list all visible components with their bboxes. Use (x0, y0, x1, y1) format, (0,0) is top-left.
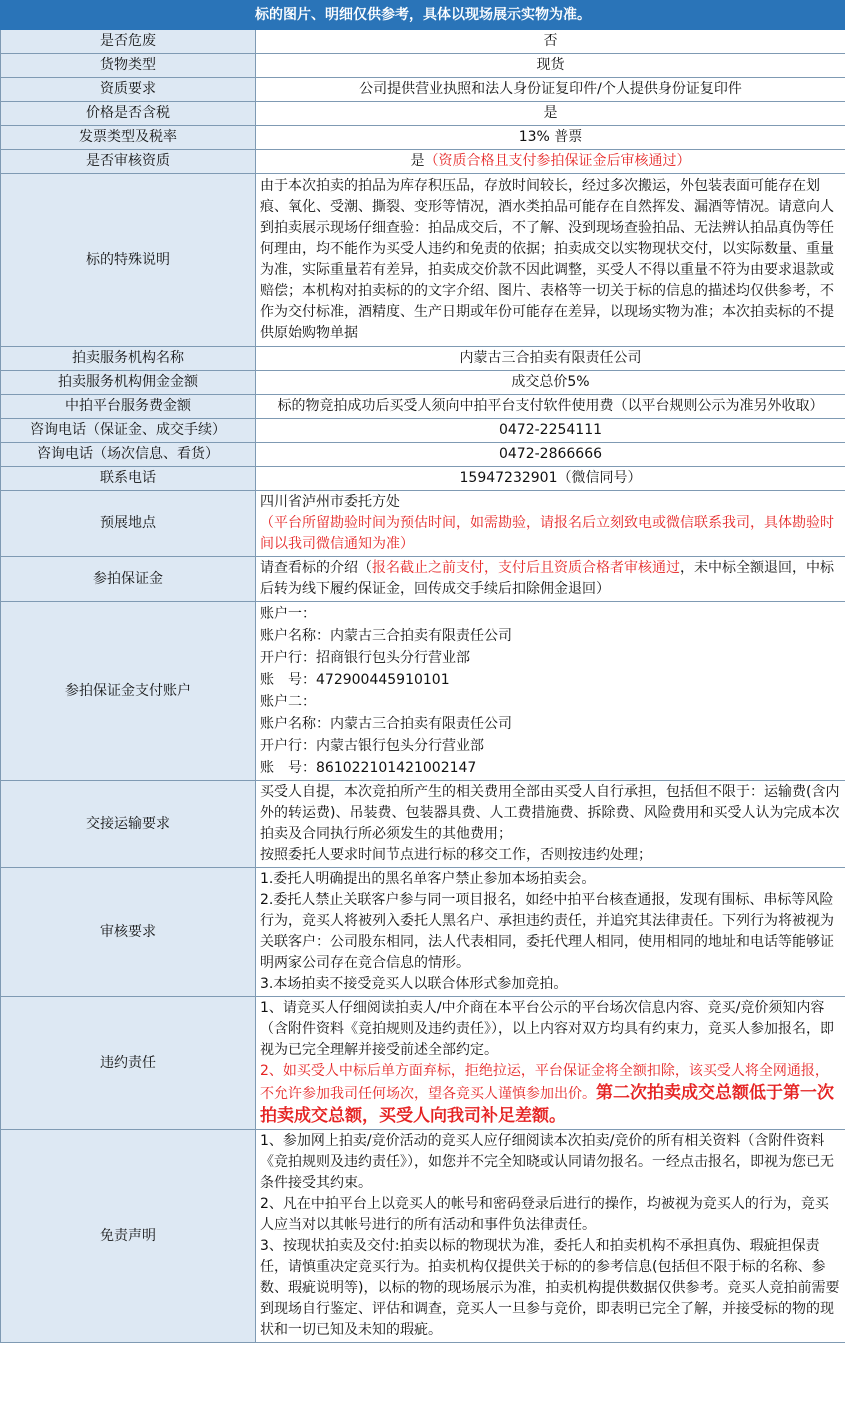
row-exhibition (1, 491, 845, 557)
row-tax-included (1, 102, 845, 126)
account-line: 账户二： (260, 694, 316, 710)
row-qualification (1, 78, 845, 102)
header-row (1, 1, 845, 30)
audit-line: 1.委托人明确提出的黑名单客户禁止参加本场拍卖会。 (260, 871, 596, 887)
value-breach (256, 997, 845, 1130)
value-accounts (256, 602, 845, 781)
row-contact (1, 467, 845, 491)
label-special: 标的特殊说明 (1, 174, 256, 347)
label-deposit: 参拍保证金 (1, 557, 256, 602)
row-disclaimer (1, 1130, 845, 1343)
table-header: 标的图片、明细仅供参考，具体以现场展示实物为准。 (1, 1, 845, 30)
breach-line-1: 1、请竞买人仔细阅读拍卖人/中介商在本平台公示的平台场次信息内容、竞买/竞价须知内容（含附件资料《竞拍规则及违约责任》），以上内容对双方均具有约束力，竞买人参加报名，即视为已完全理解并接受前述全部约定。 (260, 1000, 834, 1058)
value-agency-name: 内蒙古三合拍卖有限责任公司 (256, 347, 845, 371)
row-hazard (1, 30, 845, 54)
deposit-prefix: 请查看标的介绍（ (260, 560, 372, 576)
account-line: 开户行：招商银行包头分行营业部 (260, 650, 470, 666)
review-value-text: 是 (410, 153, 425, 169)
value-disclaimer (256, 1130, 845, 1343)
row-transport (1, 781, 845, 868)
label-qualification: 资质要求 (1, 78, 256, 102)
row-accounts (1, 602, 845, 781)
value-special: 由于本次拍卖的拍品为库存积压品，存放时间较长，经过多次搬运，外包装表面可能存在划痕、氧化、受潮、撕裂、变形等情况，酒水类拍品可能存在自然挥发、漏酒等情况。请意向人到拍卖展示现场仔细查验：拍品成交后，不了解、没到现场查验拍品、无法辨认拍品真伪等任何理由，均不能作为买受人违约和免责的依据；拍卖成交以实物现状交付，以实际数量、重量为准，实际重量若有差异，拍卖成交价款不因此调整，买受人不得以重量不符为由要求退款或赔偿；本机构对拍卖标的的文字介绍、图片、表格等一切关于标的信息的描述均仅供参考，不作为交付标准，酒精度、生产日期或年份可能存在差异，以现场实物为准；本次拍卖标的不提供原始购物单据 (256, 174, 845, 347)
deposit-red-text: 报名截止之前支付，支付后且资质合格者审核通过 (372, 560, 680, 576)
label-goods-type: 货物类型 (1, 54, 256, 78)
value-invoice: 13% 普票 (256, 126, 845, 150)
label-transport: 交接运输要求 (1, 781, 256, 868)
disclaimer-line: 2、凡在中拍平台上以竞买人的帐号和密码登录后进行的操作，均被视为竞买人的行为，竞买人应当对以其帐号进行的所有活动和事件负法律责任。 (260, 1196, 829, 1233)
value-exhibition (256, 491, 845, 557)
value-tax-included: 是 (256, 102, 845, 126)
breach-line-2-bold: 第二次拍卖成交总额低于第一次拍卖成交总额，买受人向我司补足差额。 (260, 1083, 834, 1126)
value-contact: 15947232901（微信同号） (256, 467, 845, 491)
row-phone-deposit (1, 419, 845, 443)
exhibition-location: 四川省泸州市委托方处 (260, 494, 400, 510)
value-hazard: 否 (256, 30, 845, 54)
label-audit: 审核要求 (1, 868, 256, 997)
breach-line-2: 2、如买受人中标后单方面弃标，拒绝拉运，平台保证金将全额扣除，该买受人将全网通报，不允许参加我司任何场次，望各竞买人谨慎参加出价。 (260, 1063, 829, 1102)
row-commission (1, 371, 845, 395)
account-line: 账户一： (260, 606, 316, 622)
label-contact: 联系电话 (1, 467, 256, 491)
label-invoice: 发票类型及税率 (1, 126, 256, 150)
label-accounts: 参拍保证金支付账户 (1, 602, 256, 781)
transport-line: 按照委托人要求时间节点进行标的移交工作，否则按违约处理； (260, 847, 652, 863)
row-goods-type (1, 54, 845, 78)
value-review (256, 150, 845, 174)
label-phone-deposit: 咨询电话（保证金、成交手续） (1, 419, 256, 443)
label-hazard: 是否危废 (1, 30, 256, 54)
row-deposit (1, 557, 845, 602)
value-goods-type: 现货 (256, 54, 845, 78)
value-platform-fee: 标的物竞拍成功后买受人须向中拍平台支付软件使用费（以平台规则公示为准另外收取） (256, 395, 845, 419)
label-disclaimer: 免责声明 (1, 1130, 256, 1343)
deposit-suffix: ，未中标全额退回，中标后转为线下履约保证金，回传成交手续后扣除佣金退回） (260, 560, 834, 597)
value-phone-deposit: 0472-2254111 (256, 419, 845, 443)
value-qualification: 公司提供营业执照和法人身份证复印件/个人提供身份证复印件 (256, 78, 845, 102)
disclaimer-line: 1、参加网上拍卖/竞价活动的竞买人应仔细阅读本次拍卖/竞价的所有相关资料（含附件资料《竞拍规则及违约责任》），如您并不完全知晓或认同请勿报名。一经点击报名，即视为您已无条件接受其约束。 (260, 1133, 834, 1191)
row-platform-fee (1, 395, 845, 419)
row-audit (1, 868, 845, 997)
label-agency-name: 拍卖服务机构名称 (1, 347, 256, 371)
label-review: 是否审核资质 (1, 150, 256, 174)
disclaimer-line: 3、按现状拍卖及交付:拍卖以标的物现状为准，委托人和拍卖机构不承担真伪、瑕疵担保责任，请慎重决定竞买行为。拍卖机构仅提供关于标的的参考信息(包括但不限于标的名称、参数、瑕疵说明等)，以标的物的现场展示为准，拍卖机构提供数据仅供参考。竞买人竞拍前需要到现场自行鉴定、评估和调查，竞买人一旦参与竞价，即表明已完全了解，并接受标的物的现状和一切已知及未知的瑕疵。 (260, 1238, 840, 1338)
value-phone-viewing: 0472-2866666 (256, 443, 845, 467)
account-line: 开户行：内蒙古银行包头分行营业部 (260, 738, 484, 754)
label-platform-fee: 中拍平台服务费金额 (1, 395, 256, 419)
label-breach: 违约责任 (1, 997, 256, 1130)
audit-line: 2.委托人禁止关联客户参与同一项目报名，如经中拍平台核查通报，发现有围标、串标等风险行为，竞买人将被列入委托人黑名户、承担违约责任，并追究其法律责任。下列行为将被视为关联客户：公司股东相同，法人代表相同，委托代理人相同，使用相同的地址和电话等能够证明两家公司存在竞合信息的情形。 (260, 892, 834, 971)
label-phone-viewing: 咨询电话（场次信息、看货） (1, 443, 256, 467)
row-review (1, 150, 845, 174)
row-invoice (1, 126, 845, 150)
value-commission: 成交总价5% (256, 371, 845, 395)
audit-line: 3.本场拍卖不接受竞买人以联合体形式参加竞拍。 (260, 976, 568, 992)
account-line: 账户名称：内蒙古三合拍卖有限责任公司 (260, 628, 512, 644)
row-breach (1, 997, 845, 1130)
transport-line: 买受人自提，本次竞拍所产生的相关费用全部由买受人自行承担，包括但不限于：运输费(含内外的转运费)、吊装费、包装器具费、人工费措施费、拆除费、风险费用和买受人认为完成本次拍卖及合同执行所必须发生的其他费用； (260, 784, 840, 842)
exhibition-note: （平台所留勘验时间为预估时间，如需勘验，请报名后立刻致电或微信联系我司，具体勘验时间以我司微信通知为准） (260, 515, 834, 552)
review-note: （资质合格且支付参拍保证金后审核通过） (424, 153, 691, 169)
value-deposit (256, 557, 845, 602)
account-line: 账 号：472900445910101 (260, 672, 450, 688)
label-exhibition: 预展地点 (1, 491, 256, 557)
value-transport (256, 781, 845, 868)
label-tax-included: 价格是否含税 (1, 102, 256, 126)
value-audit (256, 868, 845, 997)
label-commission: 拍卖服务机构佣金金额 (1, 371, 256, 395)
account-line: 账 号：861022101421002147 (260, 760, 477, 776)
row-special (1, 174, 845, 347)
row-phone-viewing (1, 443, 845, 467)
row-agency-name (1, 347, 845, 371)
account-line: 账户名称：内蒙古三合拍卖有限责任公司 (260, 716, 512, 732)
